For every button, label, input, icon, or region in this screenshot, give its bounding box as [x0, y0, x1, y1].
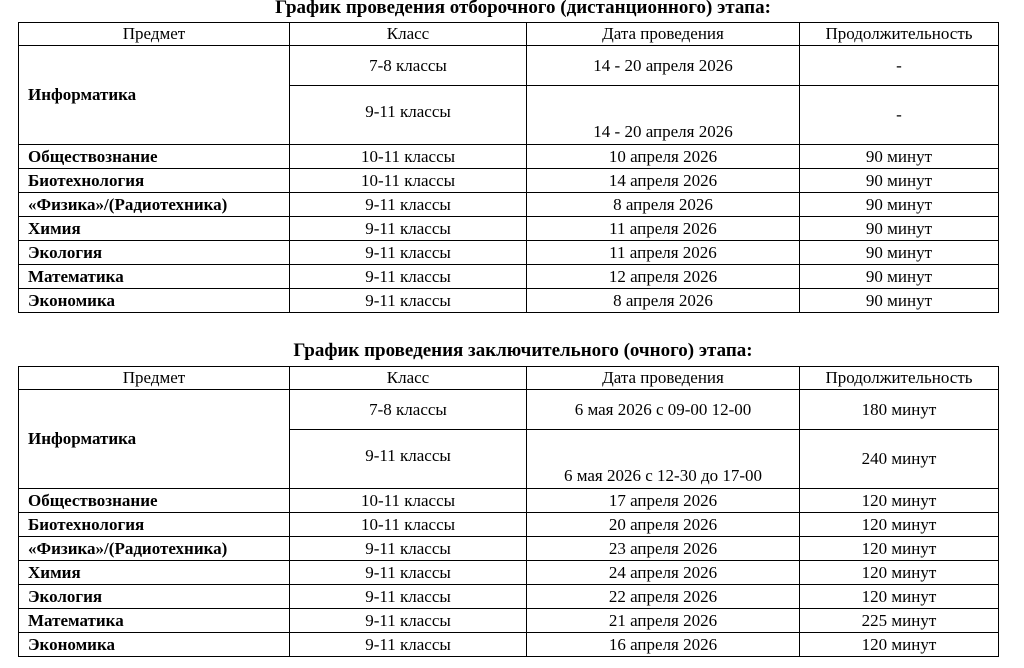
grade-cell: 9-11 классы [290, 537, 527, 561]
date-cell: 11 апреля 2026 [527, 217, 800, 241]
table-row [19, 585, 999, 609]
date-cell: 23 апреля 2026 [527, 537, 800, 561]
header-duration: Продолжительность [800, 23, 999, 46]
subject-cell: Химия [19, 217, 290, 241]
header-subject: Предмет [19, 23, 290, 46]
table-row [19, 633, 999, 657]
table-row [19, 217, 999, 241]
date-cell: 12 апреля 2026 [527, 265, 800, 289]
duration-cell: 90 минут [800, 217, 999, 241]
duration-cell: 120 минут [800, 489, 999, 513]
grade-cell: 7-8 классы [290, 46, 527, 86]
final-stage-table [18, 366, 999, 657]
table-row [19, 609, 999, 633]
subject-cell: Химия [19, 561, 290, 585]
duration-cell: 90 минут [800, 265, 999, 289]
grade-cell: 10-11 классы [290, 169, 527, 193]
date-cell: 20 апреля 2026 [527, 513, 800, 537]
table-row [19, 46, 999, 86]
grade-cell: 9-11 классы [290, 609, 527, 633]
table-row [19, 145, 999, 169]
duration-cell: - [800, 46, 999, 86]
grade-cell: 9-11 классы [290, 217, 527, 241]
duration-cell: 120 минут [800, 633, 999, 657]
duration-cell: 180 минут [800, 390, 999, 430]
subject-cell: Обществознание [19, 145, 290, 169]
header-subject: Предмет [19, 367, 290, 390]
table-row [19, 390, 999, 430]
duration-cell: 120 минут [800, 513, 999, 537]
table-row [19, 169, 999, 193]
duration-cell: 120 минут [800, 537, 999, 561]
grade-cell: 10-11 классы [290, 489, 527, 513]
header-grade: Класс [290, 23, 527, 46]
date-cell: 14 - 20 апреля 2026 [527, 46, 800, 86]
date-cell: 22 апреля 2026 [527, 585, 800, 609]
duration-cell: 90 минут [800, 289, 999, 313]
date-cell: 14 - 20 апреля 2026 [527, 86, 800, 145]
subject-cell: Математика [19, 265, 290, 289]
duration-cell: 120 минут [800, 561, 999, 585]
grade-cell: 9-11 классы [290, 265, 527, 289]
grade-cell: 10-11 классы [290, 513, 527, 537]
grade-cell: 7-8 классы [290, 390, 527, 430]
duration-cell: 120 минут [800, 585, 999, 609]
table-row [19, 537, 999, 561]
grade-cell: 9-11 классы [290, 633, 527, 657]
subject-cell: Математика [19, 609, 290, 633]
subject-cell: Биотехнология [19, 513, 290, 537]
header-date: Дата проведения [527, 367, 800, 390]
grade-cell: 9-11 классы [290, 289, 527, 313]
duration-cell: 90 минут [800, 169, 999, 193]
date-cell: 17 апреля 2026 [527, 489, 800, 513]
remote-stage-section [0, 0, 1024, 313]
subject-cell: Экономика [19, 289, 290, 313]
date-cell: 6 мая 2026 с 09-00 12-00 [527, 390, 800, 430]
table-row [19, 489, 999, 513]
subject-cell: «Физика»/(Радиотехника) [19, 193, 290, 217]
final-stage-section [0, 340, 1024, 657]
header-date: Дата проведения [527, 23, 800, 46]
date-cell: 11 апреля 2026 [527, 241, 800, 265]
grade-cell: 9-11 классы [290, 86, 527, 145]
duration-cell: 90 минут [800, 145, 999, 169]
date-cell: 24 апреля 2026 [527, 561, 800, 585]
subject-cell: Обществознание [19, 489, 290, 513]
table-row [19, 193, 999, 217]
table-row [19, 241, 999, 265]
grade-cell: 9-11 классы [290, 430, 527, 489]
table-row [19, 289, 999, 313]
subject-cell: Экология [19, 585, 290, 609]
duration-cell: 240 минут [800, 430, 999, 489]
subject-cell: «Физика»/(Радиотехника) [19, 537, 290, 561]
grade-cell: 9-11 классы [290, 561, 527, 585]
header-duration: Продолжительность [800, 367, 999, 390]
subject-cell: Биотехнология [19, 169, 290, 193]
remote-stage-title: График проведения отборочного (дистанционного) этапа: [275, 0, 771, 18]
table-header-row [19, 23, 999, 46]
duration-cell: - [800, 86, 999, 145]
header-grade: Класс [290, 367, 527, 390]
date-cell: 21 апреля 2026 [527, 609, 800, 633]
subject-cell: Информатика [19, 390, 290, 489]
duration-cell: 90 минут [800, 241, 999, 265]
table-row [19, 513, 999, 537]
subject-cell: Экология [19, 241, 290, 265]
remote-stage-table [18, 22, 999, 313]
date-cell: 6 мая 2026 с 12-30 до 17-00 [527, 430, 800, 489]
table-header-row [19, 367, 999, 390]
date-cell: 10 апреля 2026 [527, 145, 800, 169]
grade-cell: 9-11 классы [290, 585, 527, 609]
subject-cell: Информатика [19, 46, 290, 145]
table-row [19, 561, 999, 585]
duration-cell: 90 минут [800, 193, 999, 217]
grade-cell: 9-11 классы [290, 241, 527, 265]
date-cell: 8 апреля 2026 [527, 193, 800, 217]
date-cell: 8 апреля 2026 [527, 289, 800, 313]
subject-cell: Экономика [19, 633, 290, 657]
final-stage-title: График проведения заключительного (очного) этапа: [293, 340, 753, 361]
date-cell: 16 апреля 2026 [527, 633, 800, 657]
grade-cell: 10-11 классы [290, 145, 527, 169]
date-cell: 14 апреля 2026 [527, 169, 800, 193]
table-row [19, 265, 999, 289]
duration-cell: 225 минут [800, 609, 999, 633]
grade-cell: 9-11 классы [290, 193, 527, 217]
